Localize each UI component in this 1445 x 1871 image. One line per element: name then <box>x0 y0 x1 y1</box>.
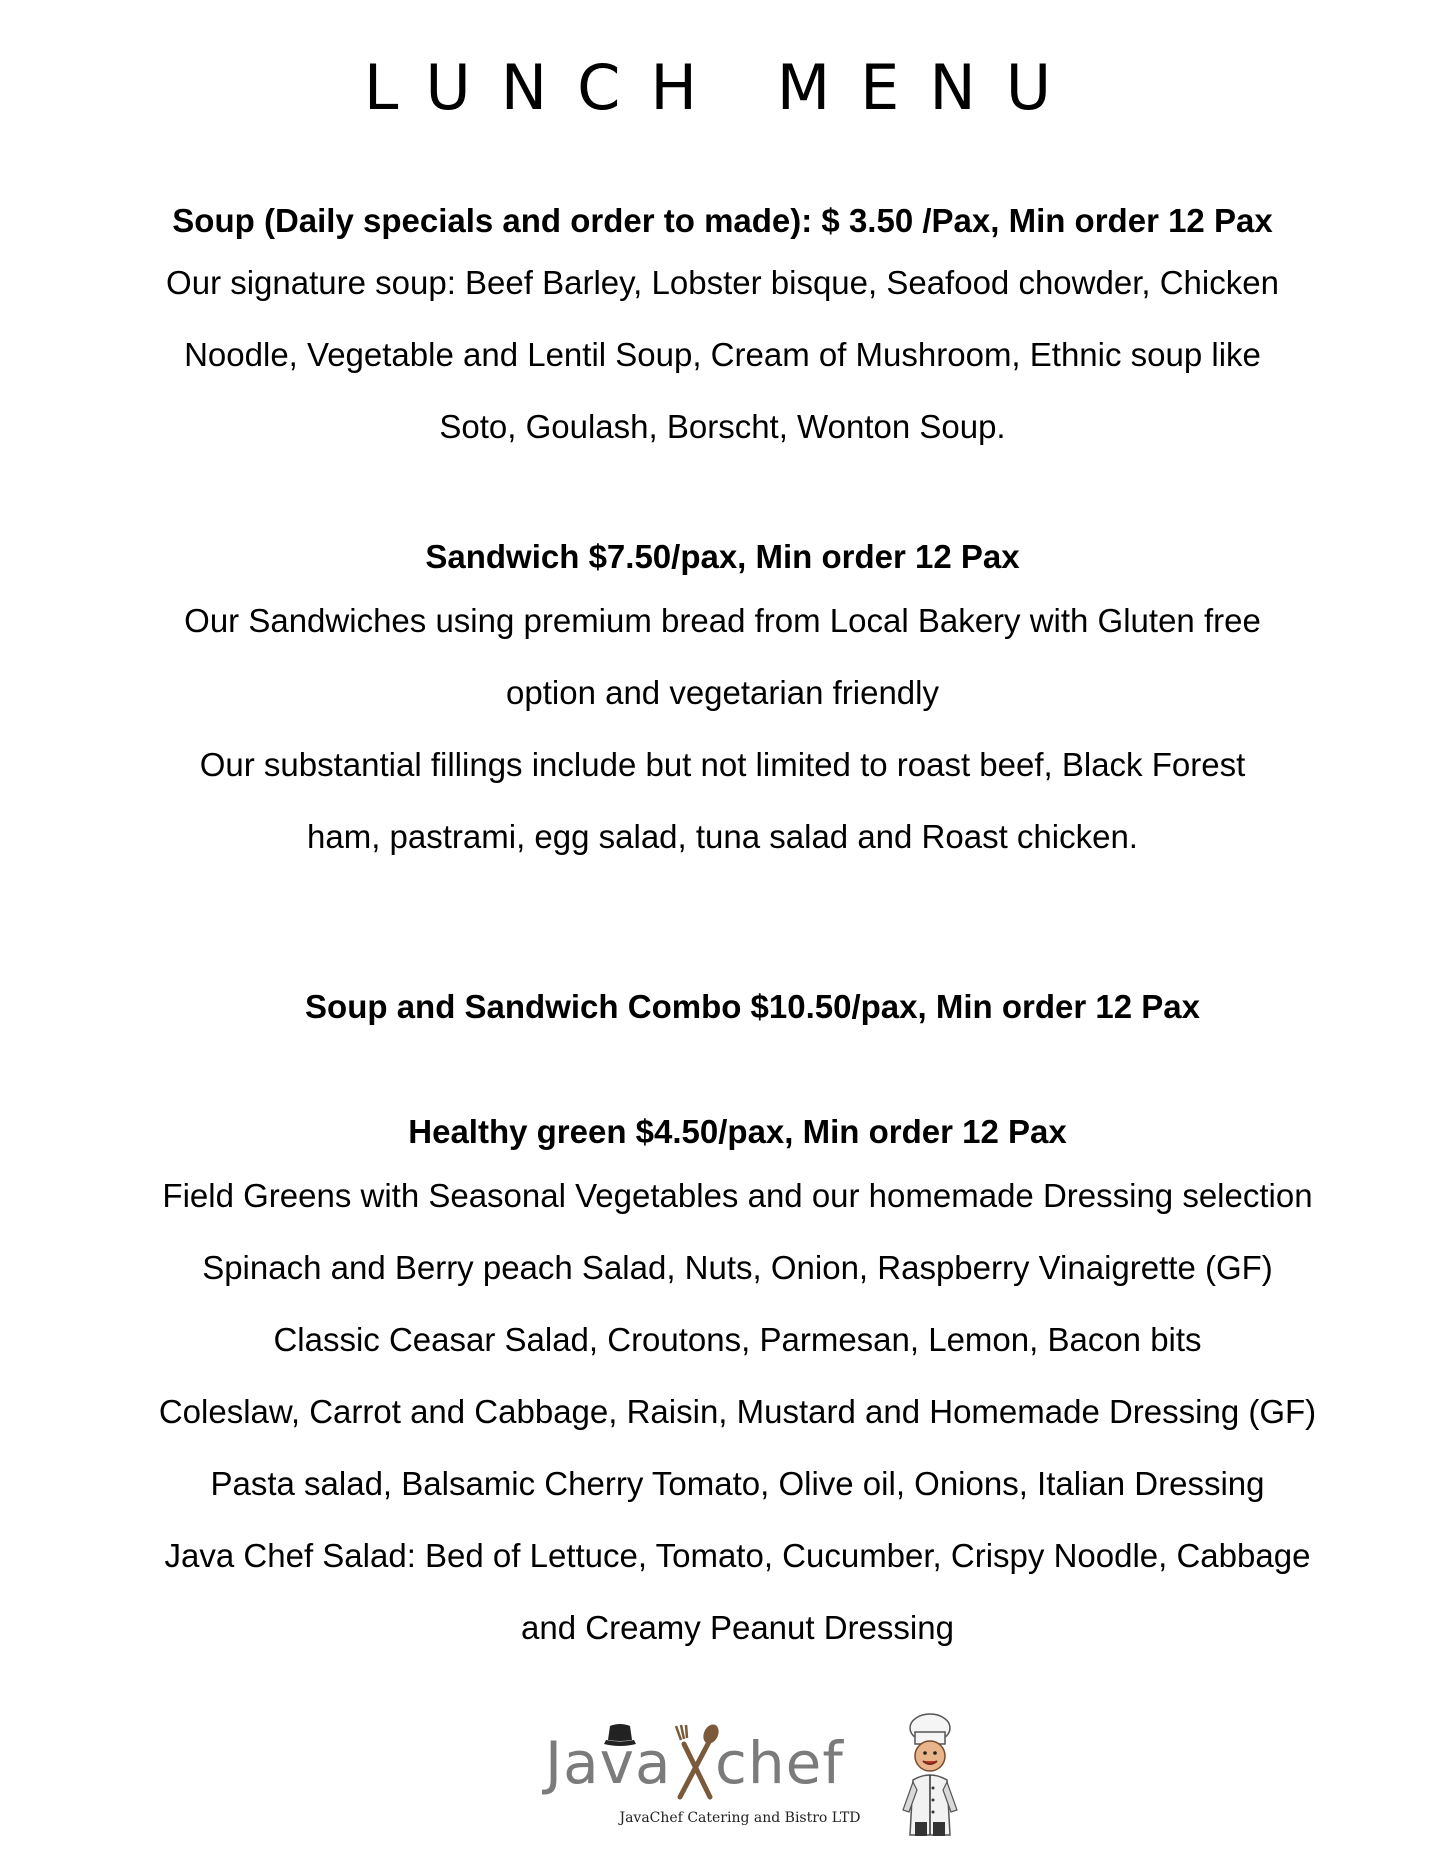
sandwich-heading: Sandwich $7.50/pax, Min order 12 Pax <box>425 538 1020 575</box>
soup-line: Soto, Goulash, Borscht, Wonton Soup. <box>439 408 1006 445</box>
sandwich-section <box>40 533 1405 873</box>
healthy-green-line: Java Chef Salad: Bed of Lettuce, Tomato, Cucumber, Crispy Noodle, Cabbage <box>164 1537 1311 1574</box>
healthy-green-line: Field Greens with Seasonal Vegetables and our homemade Dressing selection <box>162 1177 1313 1214</box>
chef-mascot-icon <box>895 1710 965 1840</box>
healthy-green-line: Classic Ceasar Salad, Croutons, Parmesan, Lemon, Bacon bits <box>273 1321 1202 1358</box>
soup-section <box>40 197 1405 463</box>
healthy-green-line: and Creamy Peanut Dressing <box>521 1609 954 1646</box>
combo-section <box>70 983 1435 1031</box>
healthy-green-line: Coleslaw, Carrot and Cabbage, Raisin, Mustard and Homemade Dressing (GF) <box>158 1393 1317 1430</box>
javachef-logo <box>545 1710 965 1860</box>
sandwich-line: option and vegetarian friendly <box>506 674 939 711</box>
soup-description <box>40 247 1405 463</box>
logo-word-chef: chef <box>715 1729 844 1797</box>
sandwich-description <box>40 585 1405 873</box>
healthy-green-section <box>55 1108 1420 1664</box>
healthy-green-description <box>55 1160 1420 1664</box>
healthy-green-line: Pasta salad, Balsamic Cherry Tomato, Olive oil, Onions, Italian Dressing <box>210 1465 1265 1502</box>
logo-tagline: JavaChef Catering and Bistro LTD <box>619 1810 861 1826</box>
combo-heading: Soup and Sandwich Combo $10.50/pax, Min order 12 Pax <box>305 988 1200 1025</box>
soup-line: Noodle, Vegetable and Lentil Soup, Cream of Mushroom, Ethnic soup like <box>184 336 1261 373</box>
sandwich-line: Our substantial fillings include but not limited to roast beef, Black Forest <box>199 746 1246 783</box>
healthy-green-heading: Healthy green $4.50/pax, Min order 12 Pax <box>408 1113 1067 1150</box>
healthy-green-line: Spinach and Berry peach Salad, Nuts, Onion, Raspberry Vinaigrette (GF) <box>202 1249 1273 1286</box>
fork-and-spoon-icon <box>670 1722 720 1802</box>
soup-heading: Soup (Daily specials and order to made): $ 3.50 /Pax, Min order 12 Pax <box>172 202 1273 239</box>
page-title: LUNCH MENU <box>363 51 1082 124</box>
sandwich-line: Our Sandwiches using premium bread from Local Bakery with Gluten free <box>184 602 1261 639</box>
logo-word-java: Java <box>545 1729 672 1797</box>
sandwich-line: ham, pastrami, egg salad, tuna salad and Roast chicken. <box>307 818 1138 855</box>
soup-line: Our signature soup: Beef Barley, Lobster bisque, Seafood chowder, Chicken <box>166 264 1279 301</box>
